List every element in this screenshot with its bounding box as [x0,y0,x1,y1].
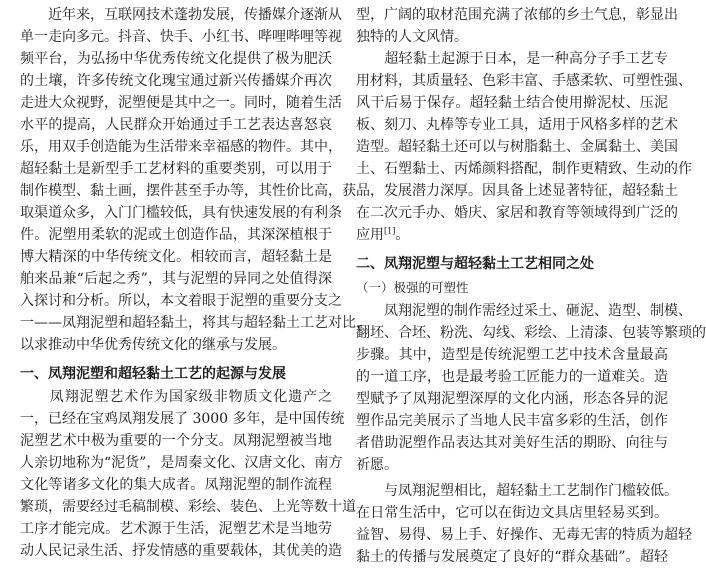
comparison-paragraph-line: 益智、易得、易上手、好操作、无毒无害的特质为超轻 [356,527,692,543]
intro-paragraph-line: 单一走向多元。抖音、快手、小红书、哔哩哔哩等视 [20,29,342,45]
intro-paragraph-line: 走进大众视野，泥塑便是其中之一。同时，随着生活 [20,95,342,111]
clay-paragraph-line [356,224,668,246]
clay-paragraph-line: 用材料，其质量轻、色彩丰富、手感柔软、可塑性强、 [356,73,692,89]
origin-paragraph-line: 工序才能完成。艺术源于生活，泥塑艺术是当地劳 [20,521,332,537]
intro-paragraph-line: 入探讨和分析。所以，本文着眼于泥塑的重要分支之 [20,293,342,309]
clay-paragraph-line: 板、刻刀、丸棒等专业工具，适用于风格多样的艺术 [356,117,678,133]
intro-paragraph-line: 频平台，为弘扬中华优秀传统文化提供了极为肥沃 [20,51,332,67]
section-heading-1: 一、凤翔泥塑和超轻黏土工艺的起源与发展 [20,366,286,382]
plasticity-paragraph-line: 的一道工序，也是最考验工匠能力的一道难关。造 [356,369,668,385]
clay-paragraph-line: 造型。超轻黏土还可以与树脂黏土、金属黏土、美国 [356,139,678,155]
intro-paragraph-line: 以求推动中华优秀传统文化的继承与发展。 [20,337,286,353]
origin-paragraph-line: 泥塑艺术中极为重要的一个分支。凤翔泥塑被当地 [20,433,332,449]
intro-paragraph-line: 件。泥塑用柔软的泥或土创造作品，其深深植根于 [20,227,332,243]
intro-paragraph-line: 超轻黏土是新型手工艺材料的重要类别，可以用于 [20,161,332,177]
citation-marker: [1] [384,226,396,236]
clay-paragraph-line: 在二次元手办、婚庆、家居和教育等领域得到广泛的 [356,205,678,221]
clay-paragraph-line: 品，发展潜力深厚。因具备上述显著特征，超轻黏土 [356,183,678,199]
clay-paragraph-end-text: 应用 [356,227,384,243]
clay-paragraph-line: 风干后易于保存。超轻黏土结合使用擀泥杖、压泥 [356,95,668,111]
comparison-paragraph-line: 黏土的传播与发展奠定了良好的“群众基础”。超轻 [356,549,668,565]
clay-paragraph-period: 。 [395,227,410,243]
intro-paragraph-line: 博大精深的中华传统文化。相较而言，超轻黏土是 [20,249,332,265]
intro-paragraph-line: 舶来品兼“后起之秀”，其与泥塑的异同之处值得深 [20,271,332,287]
intro-paragraph-line: 取渠道众多，入门门槛较低，具有快速发展的有利条 [20,205,342,221]
plasticity-paragraph-line: 型赋予了凤翔泥塑深厚的文化内涵，形态各异的泥 [356,391,668,407]
intro-paragraph-line: 的土壤，许多传统文化瑰宝通过新兴传播媒介再次 [20,73,332,89]
plasticity-paragraph-line: 翻坯、合坯、粉洗、勾线、彩绘、上清漆、包装等繁琐的 [356,325,706,341]
origin-paragraph-line: 一，已经在宝鸡凤翔发展了 3000 多年，是中国传统 [20,411,345,427]
right-column [356,0,706,568]
origin-paragraph-line: 人亲切地称为“泥货”，是周秦文化、汉唐文化、南方 [20,455,343,471]
origin-paragraph-line: 凤翔泥塑艺术作为国家级非物质文化遗产之 [20,389,332,405]
intro-paragraph-line: 乐，用双手创造能为生活带来幸福感的物件。其中， [20,139,342,155]
plasticity-paragraph-line: 祈愿。 [356,457,398,473]
subheading-1: （一）极强的可塑性 [356,280,469,295]
origin-paragraph-line: 繁琐，需要经过毛稿制模、彩绘、装色、上光等数十道 [20,499,356,515]
continued-paragraph-line: 型，广阔的取材范围充满了浓郁的乡土气息，彰显出 [356,7,678,23]
continued-paragraph-line: 独特的人文风情。 [356,29,468,45]
plasticity-paragraph-line: 塑作品完美展示了当地人民丰富多彩的生活，创作 [356,413,668,429]
intro-paragraph-line: 水平的提高，人民群众开始通过手工艺表达喜怒哀 [20,117,332,133]
intro-paragraph-line: 近年来，互联网技术蓬勃发展，传播媒介逐渐从 [20,7,342,23]
intro-paragraph-line: 一——凤翔泥塑和超轻黏土，将其与超轻黏土工艺对比， [20,315,370,331]
intro-paragraph-line: 制作模型、黏土画，摆件甚至手办等，其性价比高，获 [20,183,356,199]
clay-paragraph-line: 土、石塑黏土、丙烯颜料搭配，制作更精致、生动的作 [356,161,692,177]
plasticity-paragraph-line: 步骤。其中，造型是传统泥塑工艺中技术含量最高 [356,347,668,363]
origin-paragraph-line: 动人民记录生活、抒发情感的重要载体，其优美的造 [20,543,342,559]
plasticity-paragraph-line: 凤翔泥塑的制作需经过采土、砸泥、造型、制模、 [356,303,692,319]
section-heading-2: 二、凤翔泥塑与超轻黏土工艺相同之处 [356,256,594,272]
comparison-paragraph-line: 在日常生活中，它可以在街边文具店里轻易买到。 [356,505,668,521]
origin-paragraph-line: 文化等诸多文化的集大成者。凤翔泥塑的制作流程 [20,477,332,493]
plasticity-paragraph-line: 者借助泥塑作品表达其对美好生活的期盼、向往与 [356,435,668,451]
comparison-paragraph-line: 与凤翔泥塑相比，超轻黏土工艺制作门槛较低。 [356,483,678,499]
clay-paragraph-line: 超轻黏土起源于日本，是一种高分子手工艺专 [356,51,668,67]
